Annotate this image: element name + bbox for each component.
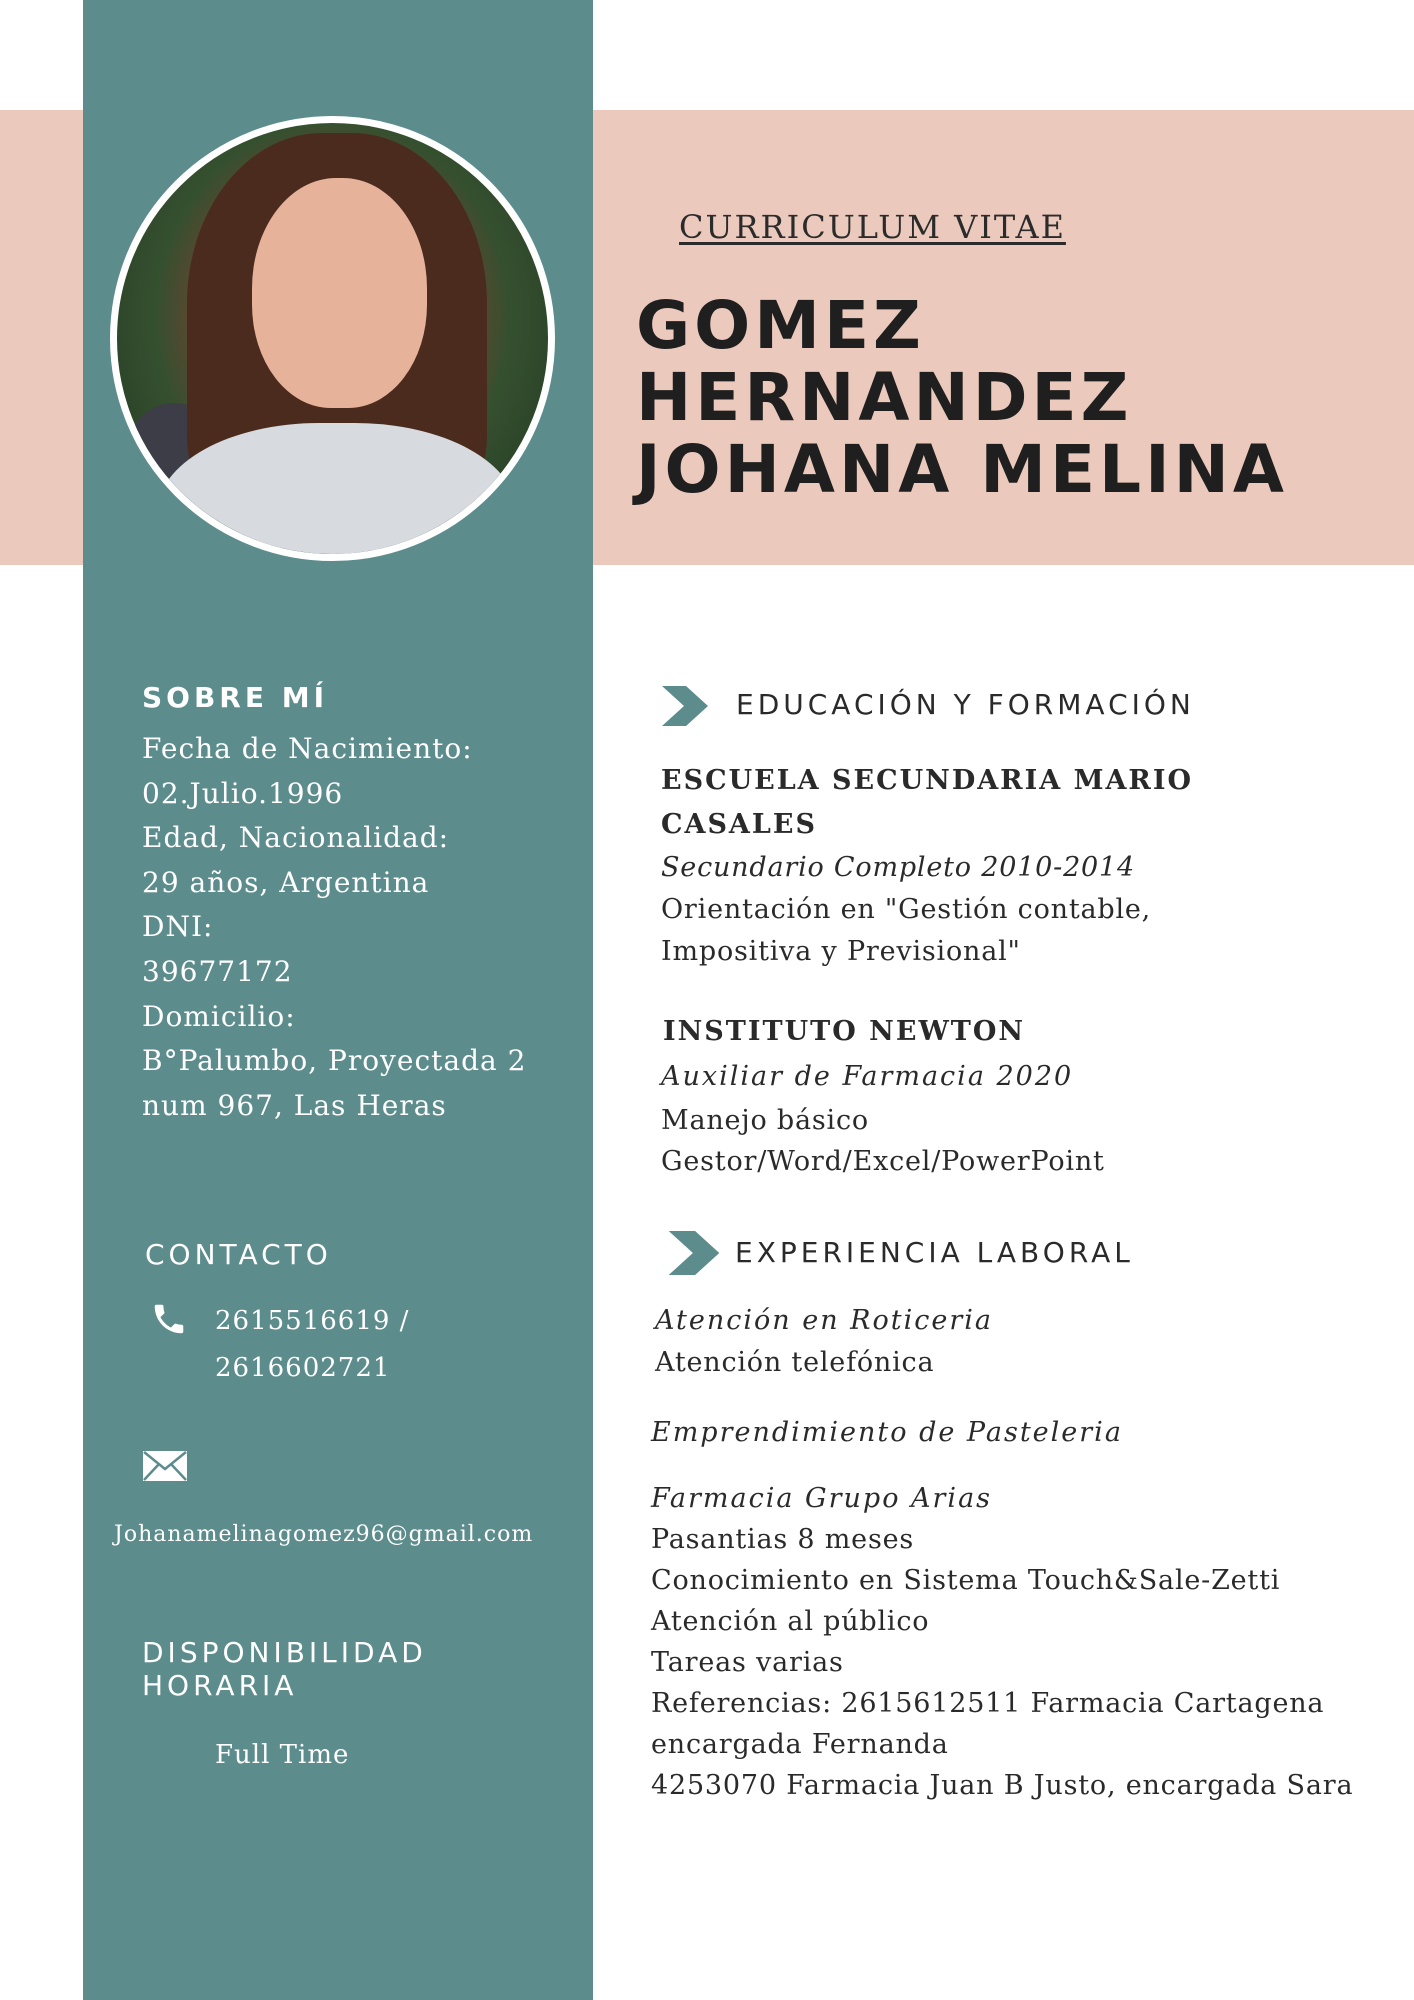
detail-line: Gestor/Word/Excel/PowerPoint <box>661 1146 1105 1177</box>
about-line: Fecha de Nacimiento: <box>142 732 473 765</box>
detail-line: Referencias: 2615612511 Farmacia Cartagena <box>651 1688 1325 1719</box>
about-line: B°Palumbo, Proyectada 2 <box>142 1044 527 1078</box>
phone-numbers <box>215 1298 409 1392</box>
about-line: DNI: <box>142 910 214 944</box>
name-line: GOMEZ <box>636 287 925 364</box>
chevron-right-icon <box>662 686 708 726</box>
education-entry <box>661 759 1193 973</box>
about-line: 29 años, Argentina <box>142 865 430 899</box>
about-line: 02.Julio.1996 <box>142 776 344 810</box>
degree: Auxiliar de Farmacia 2020 <box>661 1061 1074 1092</box>
about-line: num 967, Las Heras <box>142 1088 447 1122</box>
availability-title-line: DISPONIBILIDAD <box>142 1636 427 1669</box>
phone-icon <box>150 1300 188 1338</box>
availability-title-line: HORARIA <box>142 1669 298 1702</box>
experience-entry <box>655 1300 993 1384</box>
job-role: Atención en Roticeria <box>655 1305 993 1336</box>
availability-title <box>142 1636 427 1702</box>
full-name <box>636 287 1288 508</box>
phone-line: 2616602721 <box>215 1353 391 1383</box>
detail-line: Orientación en "Gestión contable, <box>661 894 1152 925</box>
about-title: SOBRE MÍ <box>142 681 329 714</box>
education-title: EDUCACIÓN Y FORMACIÓN <box>736 688 1195 721</box>
school-name: CASALES <box>661 809 817 840</box>
mail-icon <box>142 1450 188 1482</box>
name-line: HERNANDEZ <box>636 359 1133 436</box>
about-line: 39677172 <box>142 954 293 988</box>
job-role: Farmacia Grupo Arias <box>651 1483 993 1514</box>
contact-title: CONTACTO <box>145 1238 332 1271</box>
phone-line: 2615516619 / <box>215 1306 410 1336</box>
detail-line: Impositiva y Previsional" <box>661 936 1021 967</box>
chevron-right-icon <box>668 1231 720 1275</box>
detail-line: 4253070 Farmacia Juan B Justo, encargada Sara <box>651 1770 1354 1801</box>
about-line: Edad, Nacionalidad: <box>142 821 450 855</box>
experience-title: EXPERIENCIA LABORAL <box>735 1236 1134 1269</box>
education-entry <box>661 1010 1105 1182</box>
detail-line: Atención al público <box>651 1606 930 1637</box>
school-name: INSTITUTO NEWTON <box>663 1016 1026 1047</box>
detail-line: Conocimiento en Sistema Touch&Sale-Zetti <box>651 1565 1281 1596</box>
school-name: ESCUELA SECUNDARIA MARIO <box>661 765 1194 796</box>
job-role: Emprendimiento de Pasteleria <box>651 1417 1123 1448</box>
detail-line: Tareas varias <box>651 1647 844 1678</box>
about-line: Domicilio: <box>142 999 296 1033</box>
experience-entry <box>651 1478 1353 1806</box>
detail-line: encargada Fernanda <box>651 1729 949 1760</box>
detail-line: Manejo básico <box>661 1105 869 1136</box>
experience-entry <box>651 1412 1123 1454</box>
about-details <box>142 727 526 1128</box>
profile-photo <box>110 116 555 561</box>
name-line: JOHANA MELINA <box>636 431 1288 508</box>
email-address[interactable]: Johanamelinagomez96@gmail.com <box>114 1522 534 1547</box>
detail-line: Pasantias 8 meses <box>651 1524 915 1555</box>
availability-value: Full Time <box>215 1740 350 1770</box>
degree: Secundario Completo 2010-2014 <box>661 852 1135 883</box>
detail-line: Atención telefónica <box>655 1347 935 1378</box>
cv-heading: CURRICULUM VITAE <box>679 208 1066 246</box>
